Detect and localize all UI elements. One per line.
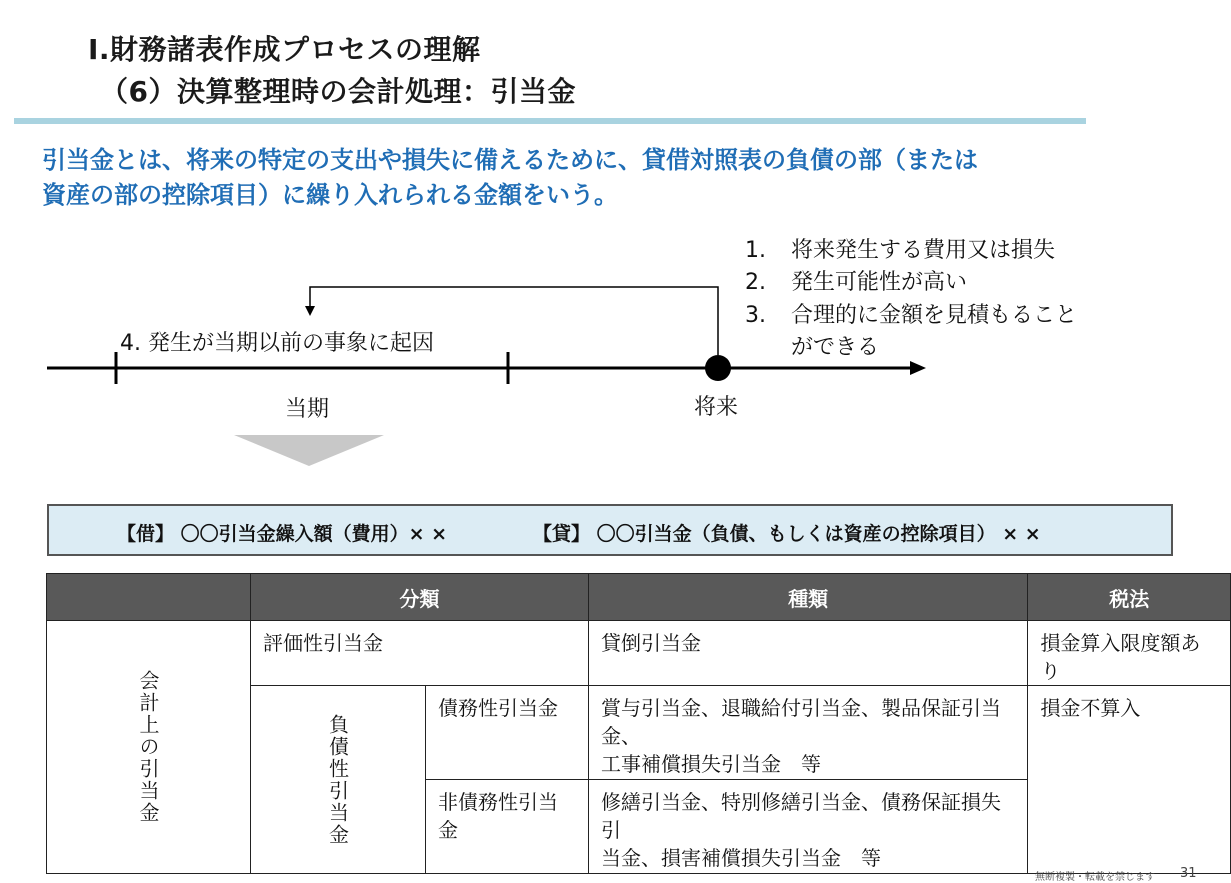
cause-arrowhead	[305, 306, 315, 316]
tax-valuation: 損金算入限度額あり	[1028, 621, 1231, 686]
header-category: 分類	[251, 574, 589, 621]
label-future: 将来	[694, 395, 739, 420]
subgroup-label-liability-provisions: 負債性引当金	[251, 686, 426, 874]
header-tax: 税法	[1028, 574, 1231, 621]
provision-classification-table	[46, 573, 1231, 874]
condition-1: 1. 将来発生する費用又は損失	[745, 238, 1056, 263]
definition-line-2: 資産の部の控除項目）に繰り入れられる金額をいう。	[42, 181, 618, 209]
label-current-period: 当期	[285, 397, 330, 422]
debit-entry: 【借】 〇〇引当金繰入額（費用）× ×	[117, 523, 448, 545]
header-types: 種類	[588, 574, 1027, 621]
condition-2: 2. 発生可能性が高い	[745, 270, 968, 295]
category-non-obligation: 非債務性引当金	[426, 780, 589, 874]
types-obligation: 賞与引当金、退職給付引当金、製品保証引当金、 工事補償損失引当金 等	[588, 686, 1027, 780]
definition-line-1: 引当金とは、将来の特定の支出や損失に備えるために、貸借対照表の負債の部（または	[42, 146, 978, 174]
types-valuation: 貸倒引当金	[588, 621, 1027, 686]
category-valuation: 評価性引当金	[251, 621, 589, 686]
timeline-arrowhead	[910, 361, 926, 375]
future-point	[705, 355, 731, 381]
page-subtitle: （6）決算整理時の会計処理：引当金	[100, 75, 576, 108]
page-number: 31	[1180, 866, 1197, 881]
group-label-accounting-provisions: 会計上の引当金	[47, 621, 251, 874]
condition-3: 3. 合理的に金額を見積もること	[745, 303, 1078, 328]
condition-4: 4. 発生が当期以前の事象に起因	[120, 331, 434, 356]
header-blank	[47, 574, 251, 621]
table-row	[47, 621, 1231, 686]
types-non-obligation: 修繕引当金、特別修繕引当金、債務保証損失引 当金、損害補償損失引当金 等	[588, 780, 1027, 874]
down-chevron	[234, 435, 384, 466]
page-title: Ⅰ.財務諸表作成プロセスの理解	[88, 33, 481, 66]
category-obligation: 債務性引当金	[426, 686, 589, 780]
footer-copyright: 無断複製・転載を禁じます	[1035, 872, 1155, 883]
credit-entry: 【貸】 〇〇引当金（負債、もしくは資産の控除項目） × ×	[533, 523, 1041, 545]
table-header-row	[47, 574, 1231, 621]
journal-entry-box	[47, 504, 1173, 556]
condition-3-continued: ができる	[791, 335, 880, 360]
tax-liability: 損金不算入	[1028, 686, 1231, 874]
